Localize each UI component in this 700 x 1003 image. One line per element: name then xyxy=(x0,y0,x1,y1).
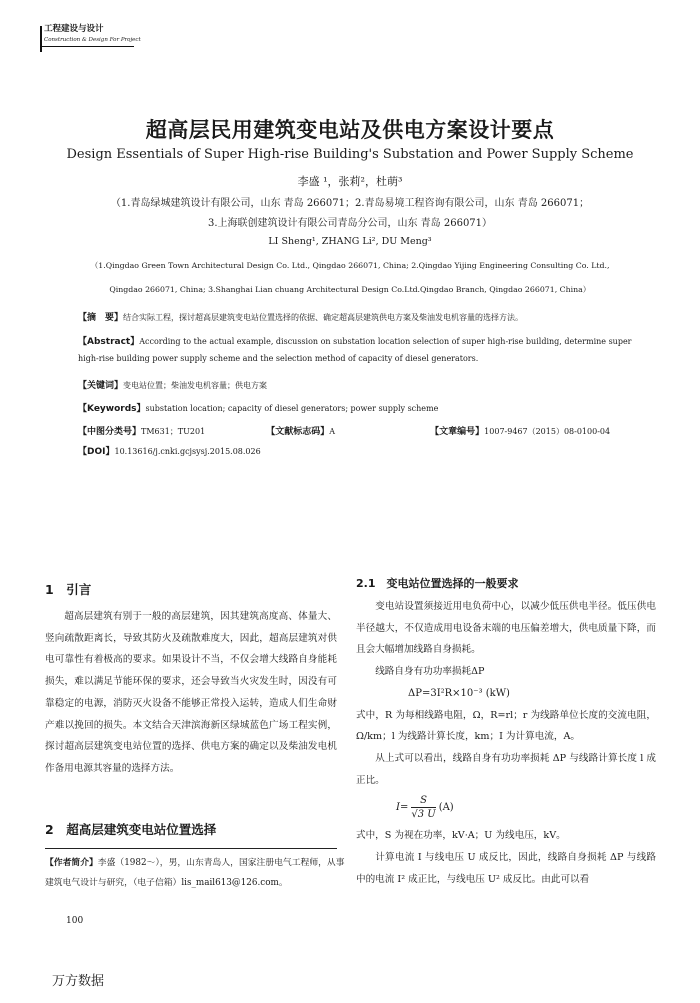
watermark: 万方数据 xyxy=(52,974,105,989)
doi-line xyxy=(78,444,261,457)
affiliation-en-line: Qingdao 266071, China; 3.Shanghai Lian chuang Architectural Design Co.Ltd.Qingdao Branch, Qingdao 266071, China） xyxy=(109,285,591,294)
journal-name-en: Construction & Design For Project xyxy=(44,37,141,43)
article-no-value: 1007-9467（2015）08-0100-04 xyxy=(484,427,611,436)
abstract-en xyxy=(78,334,632,347)
formula-denominator: √3 U xyxy=(411,808,436,820)
paragraph: 计算电流 I 与线电压 U 成反比，因此，线路自身损耗 ΔP 与线路中的电流 I² 成正比，与线电压 U² 成反比。由此可以看 xyxy=(356,852,656,885)
paragraph: 变电站设置须接近用电负荷中心，以减少低压供电半径。低压供电半径越大，不仅造成用电设备末端的电压偏差增大，供电质量下降，而且会大幅增加线路自身损耗。 xyxy=(356,601,656,656)
keywords-cn xyxy=(78,378,267,391)
abstract-cn xyxy=(78,310,523,323)
affiliation-line: 3.上海联创建筑设计有限公司青岛分公司，山东 青岛 266071） xyxy=(207,218,493,229)
header-bar xyxy=(40,26,42,52)
formula-numerator: S xyxy=(411,794,435,808)
paragraph: 从上式可以看出，线路自身有功功率损耗 ΔP 与线路计算长度 l 成正比。 xyxy=(356,752,656,786)
abstract-en-text: According to the actual example, discussion on substation location selection of super high-rise building, determine super xyxy=(139,337,632,346)
doi-value: 10.13616/j.cnki.gcjsysj.2015.08.026 xyxy=(114,447,261,456)
classification-line xyxy=(78,424,610,437)
abstract-cn-text: 结合实际工程，探讨超高层建筑变电站位置选择的依据、确定超高层建筑供电方案及柴油发电机容量的选择方法。 xyxy=(123,313,524,322)
paper-title: 超高层民用建筑变电站及供电方案设计要点 xyxy=(145,118,555,142)
section-2-title: 2 超高层建筑变电站位置选择 xyxy=(45,822,217,837)
abstract-cn-label: 【摘 要】 xyxy=(78,313,124,323)
authors: 李盛 ¹，张莉²，杜萌³ xyxy=(297,175,403,188)
formula-fraction xyxy=(411,794,435,822)
article-no-label: 【文章编号】 xyxy=(430,427,485,437)
paragraph: 超高层建筑有别于一般的高层建筑，因其建筑高度高、体量大、竖向疏散距离长，导致其防火及疏散难度大，因此，超高层建筑对供电可靠性有着极高的要求。如果设计不当，不仅会增大线路自身能耗损失，难以满足节能环保的要求，还会导致当火灾发生时，因没有可靠稳定的电源，消防灭火设备不能够正常投入运转，造成人们生命财产难以挽回的损失。本文结合天津滨海新区绿城蓝色广场工程实例，探讨超高层建筑变电站位置的选择、供电方案的确定以及柴油发电机作备用电源其容量的选择方法。 xyxy=(45,611,337,774)
page-number: 100 xyxy=(66,916,84,926)
author-footnote xyxy=(45,853,345,893)
section-1-body xyxy=(45,606,337,780)
paragraph: 线路自身有功功率损耗ΔP xyxy=(375,666,485,678)
formula-power-loss: ΔP=3I²R×10⁻³ (kW) xyxy=(408,687,510,699)
keywords-en-label: 【Keywords】 xyxy=(78,404,146,414)
authors-en: LI Sheng¹, ZHANG Li², DU Meng³ xyxy=(268,236,432,247)
abstract-en-label: 【Abstract】 xyxy=(78,337,140,347)
clc-value: TM631；TU201 xyxy=(141,427,206,436)
keywords-cn-text: 变电站位置；柴油发电机容量；供电方案 xyxy=(123,381,268,390)
keywords-en-text: substation location; capacity of diesel generators; power supply scheme xyxy=(145,404,439,413)
abstract-en-line2: high-rise building power supply scheme and the selection method of capacity of diesel generators. xyxy=(78,354,479,363)
paragraph: 式中，S 为视在功率，kV·A；U 为线电压，kV。 xyxy=(356,830,566,842)
formula-lhs: I= xyxy=(396,802,409,814)
affiliation-line: （1.青岛绿城建筑设计有限公司，山东 青岛 266071；2.青岛易境工程咨询有限公司，山东 青岛 266071； xyxy=(110,198,590,209)
formula-unit: (A) xyxy=(438,802,454,814)
keywords-cn-label: 【关键词】 xyxy=(78,381,124,391)
clc-label: 【中图分类号】 xyxy=(78,427,142,437)
doi-label: 【DOI】 xyxy=(78,447,115,457)
keywords-en xyxy=(78,401,438,414)
journal-name: 工程建设与设计 xyxy=(44,24,104,34)
footnote-label: 【作者简介】 xyxy=(45,858,98,868)
doc-code-label: 【文献标志码】 xyxy=(266,427,330,437)
paper-title-en: Design Essentials of Super High-rise Building's Substation and Power Supply Scheme xyxy=(66,147,634,162)
affiliation-en-line: （1.Qingdao Green Town Architectural Design Co. Ltd., Qingdao 266071, China; 2.Qingdao Yijing Engineering Consulting Co. Ltd., xyxy=(90,261,610,270)
right-column-body xyxy=(356,596,656,890)
footnote-rule xyxy=(45,848,337,849)
subsection-title: 2.1 变电站位置选择的一般要求 xyxy=(356,577,519,590)
paragraph: 式中，R 为每相线路电阻，Ω，R=rl；r 为线路单位长度的交流电阻，Ω/km；l 为线路计算长度，km；I 为计算电流，A。 xyxy=(356,709,656,743)
footnote-text: 李盛（1982～），男，山东青岛人，国家注册电气工程师，从事建筑电气设计与研究，（电子信箱）lis_mail613@126.com。 xyxy=(45,858,345,888)
formula-current xyxy=(356,791,656,825)
section-1-title: 1 引言 xyxy=(45,582,92,597)
doc-code-value: A xyxy=(329,427,336,436)
header-rule xyxy=(40,46,134,47)
